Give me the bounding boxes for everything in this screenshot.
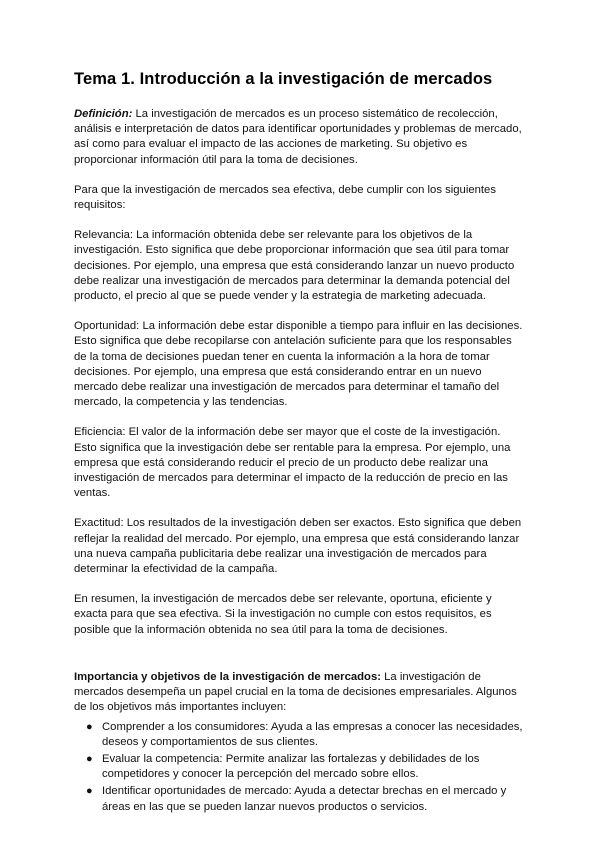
importance-label: Importancia y objetivos de la investigación de mercados: [74, 670, 381, 683]
list-item-text: Comprender a los consumidores: Ayuda a las empresas a conocer las necesidades, deseos y comportamientos de sus clientes. [102, 720, 523, 748]
intro-paragraph: Para que la investigación de mercados sea efectiva, debe cumplir con los siguientes requisitos: [74, 183, 496, 212]
list-item [86, 752, 526, 782]
list-item-text: Evaluar la competencia: Permite analizar las fortalezas y debilidades de los competidores y conocer la percepción del mercado sobre ellos. [102, 752, 480, 781]
requirement-oportunidad: Oportunidad: La información debe estar disponible a tiempo para influir en las decisiones. Esto significa que debe recopilarse con antelación suficiente para que los responsables de la toma de decisiones puedan tener en cuenta la información a la hora de tomar decisiones. Por ejemplo, una empresa que está considerando entrar en un nuevo mercado debe realizar una investigación de mercados para determinar el tamaño del mercado, la competencia y las tendencias. [74, 320, 523, 409]
definition-paragraph [74, 107, 526, 168]
definition-text: La investigación de mercados es un proceso sistemático de recolección, análisis e interpretación de datos para identificar oportunidades y problemas de mercado, así como para evaluar el impacto de las acciones de marketing. Su objetivo es proporcionar información útil para la toma de decisiones. [74, 108, 522, 166]
bullet-icon: ● [86, 720, 93, 733]
list-item [86, 720, 526, 750]
definition-label: Definición: [74, 108, 133, 120]
requirement-eficiencia: Eficiencia: El valor de la información debe ser mayor que el coste de la investigación. Esto significa que la investigación debe ser rentable para la empresa. Por ejemplo, una empresa que está considerando reducir el precio de un producto debe realizar una investigación de mercados para determinar el impacto de la reducción de precio en las ventas. [74, 426, 511, 500]
summary-paragraph: En resumen, la investigación de mercados debe ser relevante, oportuna, eficiente y exacta para que sea efectiva. Si la investigación no cumple con estos requisitos, es posible que la información obtenida no sea útil para la toma de decisiones. [74, 593, 492, 636]
list-item [86, 784, 526, 814]
bullet-icon: ● [86, 752, 93, 765]
list-item-text: Identificar oportunidades de mercado: Ayuda a detectar brechas en el mercado y áreas en las que se pueden lanzar nuevos productos o servicios. [102, 785, 507, 813]
page-title: Tema 1. Introducción a la investigación de mercados [74, 70, 493, 88]
document-page [74, 70, 526, 817]
requirement-exactitud: Exactitud: Los resultados de la investigación deben ser exactos. Esto significa que deben reflejar la realidad del mercado. Por ejemplo, una empresa que está considerando lanzar una nueva campaña publicitaria debe realizar una investigación de mercados para determinar la efectividad de la campaña. [74, 517, 522, 576]
importance-paragraph [74, 670, 526, 716]
objectives-list [74, 720, 526, 815]
bullet-icon: ● [86, 785, 93, 798]
importance-text: La investigación de mercados desempeña un papel crucial en la toma de decisiones empresariales. Algunos de los objetivos más importantes incluyen: [74, 670, 517, 714]
requirement-relevancia: Relevancia: La información obtenida debe ser relevante para los objetivos de la investigación. Esto significa que debe proporcionar información que sea útil para tomar decisiones. Por ejemplo, una empresa que está considerando lanzar un nuevo producto debe realizar una investigación de mercados para determinar la demanda potencial del producto, el precio al que se puede vender y la estrategia de marketing adecuada. [74, 229, 515, 303]
